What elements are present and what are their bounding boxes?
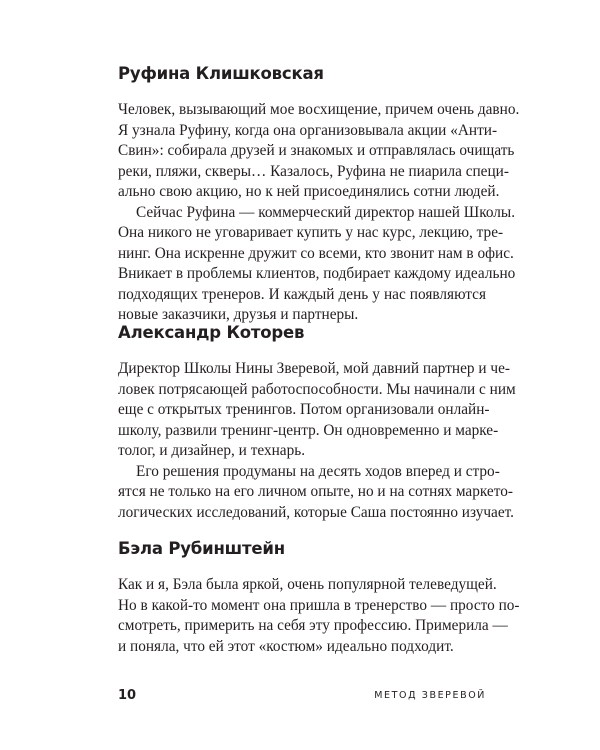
text-line: нинг. Она искренне дружит со всеми, кто звонит нам в офис. — [118, 244, 514, 262]
text-line: ально свою акцию, но к ней присоединялись сотни людей. — [118, 183, 500, 200]
section-rufina — [118, 64, 520, 326]
text-line: толог, и дизайнер, и технарь. — [118, 442, 306, 459]
text-line: Человек, вызывающий мое восхищение, причем очень давно. — [118, 101, 520, 118]
text-line: Свин»: собирала друзей и знакомых и отправлялась очищать — [118, 142, 515, 159]
text-line: ятся не только на его личном опыте, но и на сотнях маркето- — [118, 483, 513, 500]
text-line: и поняла, что ей этот «костюм» идеально подходит. — [118, 637, 454, 655]
text-line: новые заказчики, друзья и партнеры. — [118, 306, 359, 323]
page-number: 10 — [118, 688, 137, 703]
running-footer-title: МЕТОД ЗВЕРЕВОЙ — [374, 690, 486, 701]
paragraph — [118, 203, 516, 326]
section-heading: Руфина Клишковская — [118, 64, 324, 83]
section-alexander — [118, 323, 516, 523]
text-line: еще с открытых тренингов. Потом организовали онлайн- — [118, 401, 490, 418]
paragraph — [118, 359, 516, 462]
text-line: ловек потрясающей работоспособности. Мы начинали с ним — [118, 380, 516, 398]
text-line: подходящих тренеров. И каждый день у нас появляются — [118, 285, 486, 303]
text-line: Я узнала Руфину, когда она организовывала акции «Анти- — [118, 121, 498, 139]
text-line: Вникает в проблемы клиентов, подбирает каждому идеально — [118, 265, 516, 282]
text-line: Директор Школы Нины Зверевой, мой давний партнер и че- — [118, 360, 510, 377]
text-line: школу, развили тренинг-центр. Он одновременно и марке- — [118, 421, 499, 439]
section-bela — [118, 539, 520, 657]
paragraph — [118, 100, 520, 203]
text-line: смотреть, примерить на себя эту профессию. Примерила — — [118, 617, 508, 634]
text-line: логических исследований, которые Саша постоянно изучает. — [118, 503, 514, 521]
text-line: Сейчас Руфина — коммерческий директор нашей Школы. — [136, 203, 516, 221]
text-line: Как и я, Бэла была яркой, очень популярной телеведущей. — [118, 576, 497, 593]
text-line: реки, пляжи, скверы… Казалось, Руфина не пиарила специ- — [118, 162, 509, 180]
text-line: Она никого не уговаривает купить у нас курс, лекцию, тре- — [118, 224, 504, 241]
section-heading: Бэла Рубинштейн — [118, 539, 285, 558]
paragraph — [118, 462, 514, 524]
paragraph — [118, 575, 520, 657]
text-line: Но в какой-то момент она пришла в тренерство — просто по- — [118, 596, 520, 614]
text-line: Его решения продуманы на десять ходов вперед и стро- — [136, 462, 500, 480]
section-heading: Александр Которев — [118, 323, 305, 342]
